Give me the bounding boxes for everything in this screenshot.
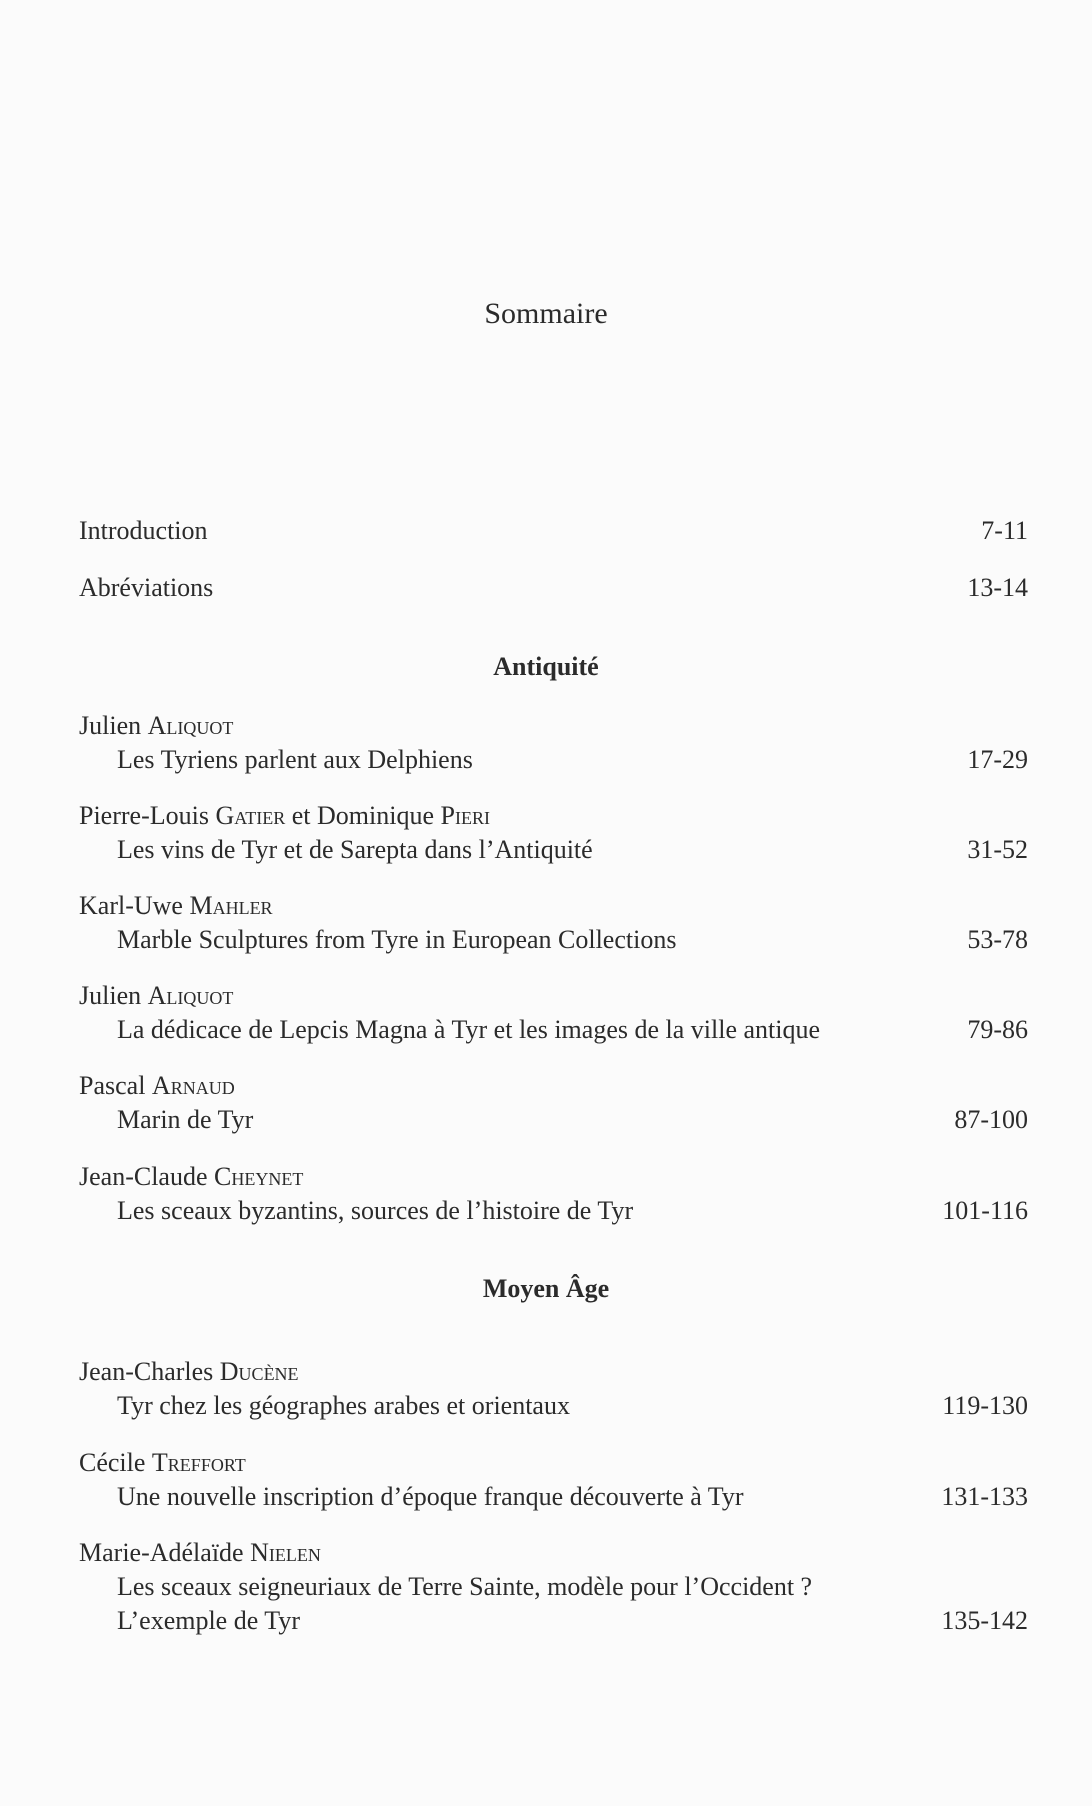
toc-entry[interactable] — [79, 1160, 1028, 1228]
entry-author: Jean-Claude Cheynet — [79, 1162, 304, 1191]
entry-pages: 53-78 — [967, 925, 1028, 954]
entry-author: Marie-Adélaïde Nielen — [79, 1538, 321, 1567]
entry-pages: 31-52 — [967, 835, 1028, 864]
toc-entry[interactable] — [79, 1446, 1028, 1514]
entry-author: Cécile Treffort — [79, 1448, 246, 1477]
entry-title: Marble Sculptures from Tyre in European Collections — [117, 925, 677, 954]
entry-title: Les sceaux seigneuriaux de Terre Sainte, modèle pour l’Occident ? — [117, 1572, 813, 1601]
entry-title: Marin de Tyr — [117, 1105, 254, 1134]
toc-entry[interactable] — [79, 1069, 1028, 1137]
entry-pages: 101-116 — [942, 1196, 1028, 1225]
toc-row-label: Introduction — [79, 516, 208, 545]
section-heading-moyen-age: Moyen Âge — [482, 1274, 610, 1303]
entry-author: Julien Aliquot — [79, 711, 234, 740]
entry-pages: 87-100 — [954, 1105, 1028, 1134]
toc-entry[interactable] — [79, 1355, 1028, 1423]
entry-pages: 17-29 — [967, 745, 1028, 774]
toc-row-label: Abréviations — [79, 573, 214, 602]
toc-row-introduction[interactable] — [79, 514, 1028, 548]
entry-title: Les vins de Tyr et de Sarepta dans l’Antiquité — [117, 835, 593, 864]
toc-row-abreviations[interactable] — [79, 571, 1028, 605]
toc-row-pages: 7-11 — [981, 516, 1028, 545]
toc-entry[interactable] — [79, 979, 1028, 1047]
entry-title: Les sceaux byzantins, sources de l’histoire de Tyr — [117, 1196, 634, 1225]
entry-title: Une nouvelle inscription d’époque franque découverte à Tyr — [117, 1482, 744, 1511]
toc-entry[interactable] — [79, 1536, 1028, 1638]
entry-author: Jean-Charles Ducène — [79, 1357, 299, 1386]
toc-entry[interactable] — [79, 709, 1028, 777]
entry-title: La dédicace de Lepcis Magna à Tyr et les images de la ville antique — [117, 1015, 821, 1044]
page-title: Sommaire — [484, 297, 608, 330]
entry-title-continued: L’exemple de Tyr — [117, 1606, 301, 1635]
entry-author: Julien Aliquot — [79, 981, 234, 1010]
entry-pages: 79-86 — [967, 1015, 1028, 1044]
entry-author: Pierre-Louis Gatier et Dominique Pieri — [79, 801, 490, 830]
toc-entry[interactable] — [79, 889, 1028, 957]
entry-pages: 135-142 — [941, 1606, 1028, 1635]
section-heading-antiquite: Antiquité — [493, 652, 599, 681]
entry-pages: 131-133 — [941, 1482, 1028, 1511]
toc-row-pages: 13-14 — [967, 573, 1028, 602]
toc-entry[interactable] — [79, 799, 1028, 867]
entry-author: Karl-Uwe Mahler — [79, 891, 273, 920]
entry-title: Les Tyriens parlent aux Delphiens — [117, 745, 473, 774]
entry-author: Pascal Arnaud — [79, 1071, 235, 1100]
entry-title: Tyr chez les géographes arabes et orientaux — [117, 1391, 570, 1420]
entry-pages: 119-130 — [942, 1391, 1028, 1420]
